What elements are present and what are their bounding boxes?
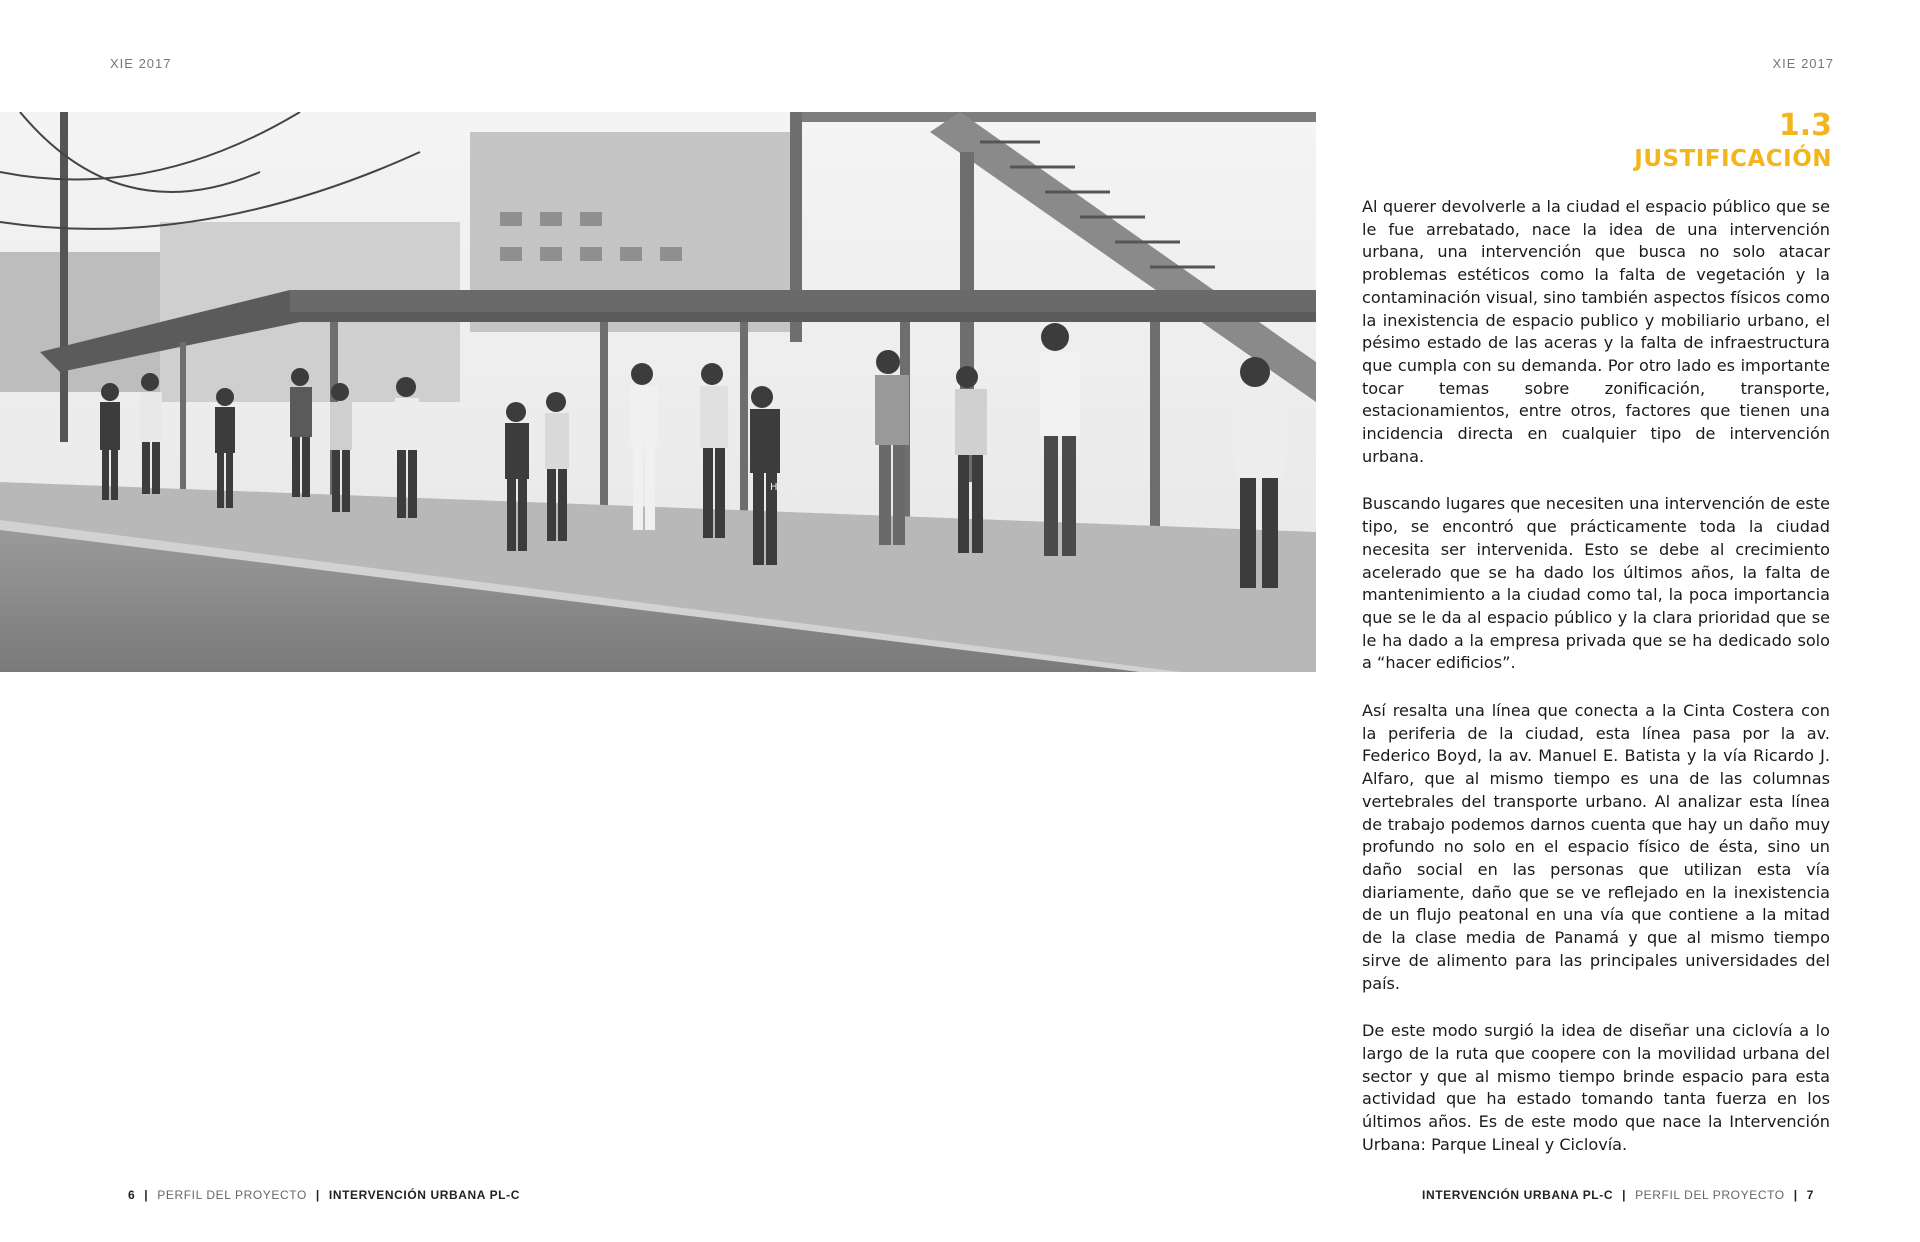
footer-left-project: INTERVENCIÓN URBANA PL-C [328,1188,520,1202]
footer-right-project: INTERVENCIÓN URBANA PL-C [1422,1188,1614,1202]
page-number-right: 7 [1806,1188,1814,1202]
shirt-text: Hurley [770,482,803,493]
footer-right-section: PERFIL DEL PROYECTO [1635,1188,1785,1202]
paragraph-4: De este modo surgió la idea de diseñar una ciclovía a lo largo de la ruta que coopere con la movilidad urbana del sector y que al mismo tiempo brinde espacio para esta actividad que ha estado tomando tanta fuerza en los últimos años. Es de este modo que nace la Intervención Urbana: Parque Lineal y Ciclovía. [1362,1021,1830,1154]
header-right-mark: XIE 2017 [1772,56,1834,71]
footer-right: INTERVENCIÓN URBANA PL-C | PERFIL DEL PROYECTO | 7 [1422,1188,1814,1202]
page-number-left: 6 [128,1188,136,1202]
bus-stop-photo [0,112,1316,672]
paragraph-3: Así resalta una línea que conecta a la Cinta Costera con la periferia de la ciudad, esta línea pasa por la av. Federico Boyd, la av. Manuel E. Batista y la vía Ricardo J. Alfaro, que al mismo tiempo es una de las columnas vertebrales del transporte urbano. Al analizar esta línea de trabajo podemos darnos cuenta que hay un daño muy profundo no solo en el espacio físico de ésta, sino un daño social en las personas que utilizan esta vía diariamente, daño que se ve reflejado en la inexistencia de un flujo peatonal en una vía que contiene a la mitad de la clase media de Panamá y que al mismo tiempo sirve de alimento para las principales universidades del país. [1362,701,1830,993]
body-text [1362,196,1830,1181]
paragraph-1: Al querer devolverle a la ciudad el espacio público que se le fue arrebatado, nace la idea de una intervención urbana, una intervención que busca no solo atacar problemas estéticos como la falta de vegetación y la contaminación visual, sino también aspectos físicos como la inexistencia de espacio publico y mobiliario urbano, el pésimo estado de las aceras y la falta de infraestructura que cumpla con su demanda. Por otro lado es importante tocar temas sobre zonificación, transporte, estacionamientos, entre otros, factores que tienen una incidencia directa en cualquier tipo de intervención urbana. [1362,197,1830,466]
header-left-mark: XIE 2017 [110,56,172,71]
section-title: JUSTIFICACIÓN [1634,146,1832,172]
footer-left-section: PERFIL DEL PROYECTO [157,1188,307,1202]
paragraph-2: Buscando lugares que necesiten una intervención de este tipo, se encontró que prácticamente toda la ciudad necesita ser intervenida. Esto se debe al crecimiento acelerado que se ha dado los últimos años, la falta de mantenimiento a la ciudad como tal, la poca importancia que se le da al espacio público y la clara prioridad que se le ha dado a la empresa privada que se ha dedicado solo a “hacer edificios”. [1362,494,1830,673]
section-number: 1.3 [1778,108,1832,143]
footer-left: 6 | PERFIL DEL PROYECTO | INTERVENCIÓN URBANA PL-C [128,1188,520,1202]
